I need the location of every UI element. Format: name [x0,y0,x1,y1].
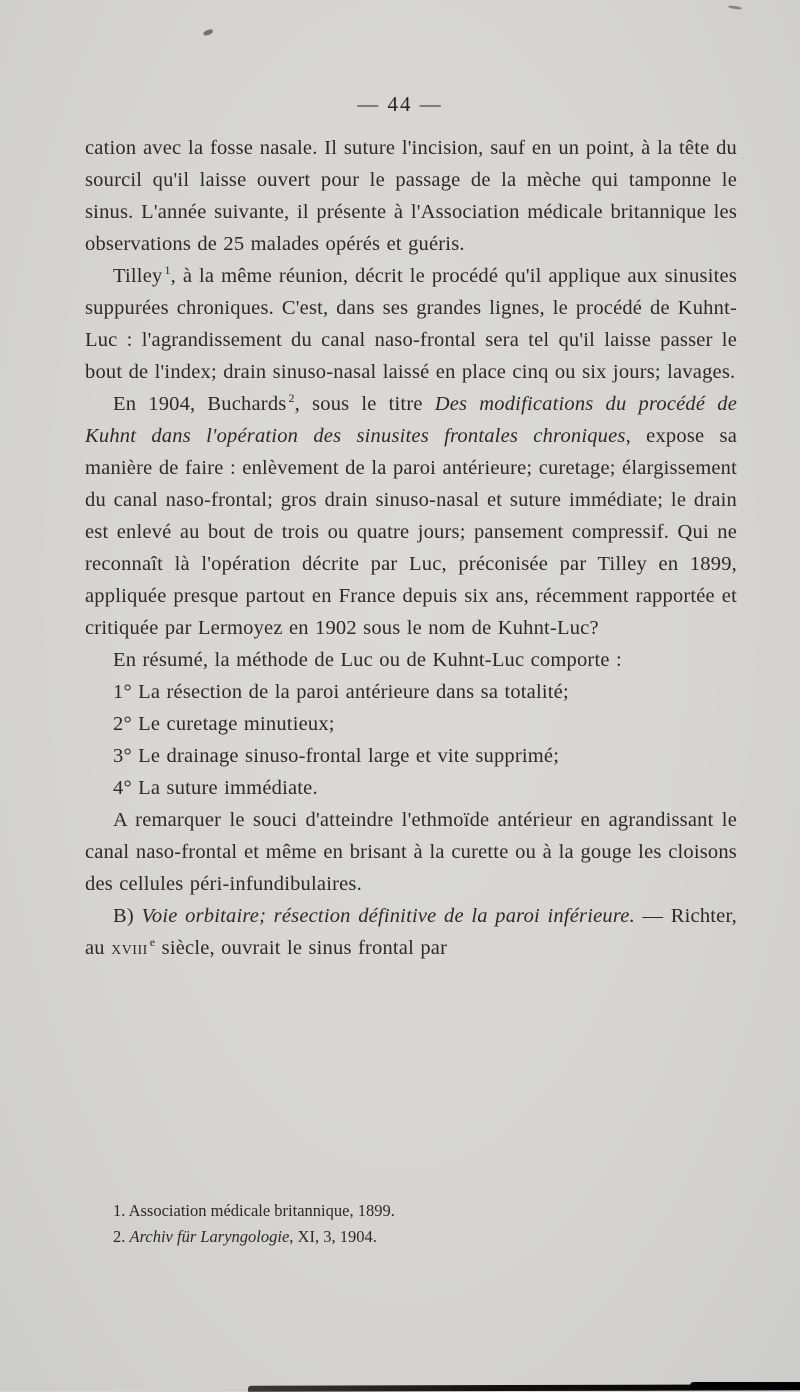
text-segment: En 1904, Buchards [113,393,287,415]
footnote-2 [113,1224,713,1250]
paragraph-resume: En résumé, la méthode de Luc ou de Kuhnt-Luc comporte : [113,649,622,671]
paragraph-buchards [85,388,737,644]
footnote-ref-1: 1 [164,263,171,278]
footnote-number: 1. [113,1201,126,1220]
footnote-1 [113,1198,713,1224]
scan-artifact-bottom-blob [690,1382,800,1389]
book-title-italic: Des modifications du procédé de Kuhnt dans l'opération des sinusites frontales chroniques [85,393,737,447]
page-number: — 44 — [357,92,443,116]
paragraph-remarque: A remarquer le souci d'atteindre l'ethmoïde antérieur en agrandissant le canal naso-frontal et même en brisant à la curette ou à la gouge les cloisons des cellules péri-infundibulaires. [85,809,737,895]
text-segment: , sous le titre [294,393,435,415]
footnote-text: Association médicale britannique, 1899. [125,1201,395,1220]
list-item-1: 1° La résection de la paroi antérieure dans sa totalité; [113,681,569,703]
roman-numeral-smallcaps: xviii [111,937,148,959]
journal-title-italic: Archiv für Laryngologie [129,1227,290,1246]
text-segment: , expose sa manière de faire : enlèvement de la paroi antérieure; curetage; élargissement du canal naso-frontal; gros drain sinuso-nasal et suture immédiate; le drain est enlevé au bout de trois ou quatre jours; pansement compressif. Qui ne reconnaît là l'opération décrite par Luc, préconisée par Tilley en 1899, appliquée presque partout en France depuis six ans, récemment rapportée et critiquée par Lermoyez en 1902 sous le nom de Kuhnt-Luc? [85,425,738,639]
paragraph-suture-continuation: cation avec la fosse nasale. Il suture l'incision, sauf en un point, à la tête du sourcil qu'il laisse ouvert pour le passage de la mèche qui tamponne le sinus. L'année suivante, il présente à l'Association médicale britannique les observations de 25 malades opérés et guéris. [85,137,737,255]
list-item-2: 2° Le curetage minutieux; [113,713,335,735]
footnote-number: 2. [113,1227,130,1246]
text-segment: Tilley [113,265,163,287]
ordinal-superscript: e [149,935,156,950]
text-segment: , à la même réunion, décrit le procédé qu'il applique aux sinusites suppurées chroniques. C'est, dans ses grandes lignes, le procédé de Kuhnt-Luc : l'agrandissement du canal naso-frontal sera tel qu'il laisse passer le bout de l'index; drain sinuso-nasal laissé en place cinq ou six jours; lavages. [85,265,737,383]
footnotes-block [113,1198,713,1250]
list-item-4: 4° La suture immédiate. [113,777,318,799]
list-item-3: 3° Le drainage sinuso-frontal large et vite supprimé; [113,745,560,767]
text-segment: B) [113,905,142,927]
paragraph-voie-orbitaire [85,900,737,964]
text-segment: siècle, ouvrait le sinus frontal par [155,937,448,959]
footnote-text: , XI, 3, 1904. [289,1227,377,1246]
section-title-italic: Voie orbitaire; résection définitive de la paroi inférieure. [141,905,635,927]
paragraph-tilley [85,260,737,388]
footnote-ref-2: 2 [288,391,295,406]
page-body [85,132,737,964]
text-segment: — Richter, au [85,905,737,959]
